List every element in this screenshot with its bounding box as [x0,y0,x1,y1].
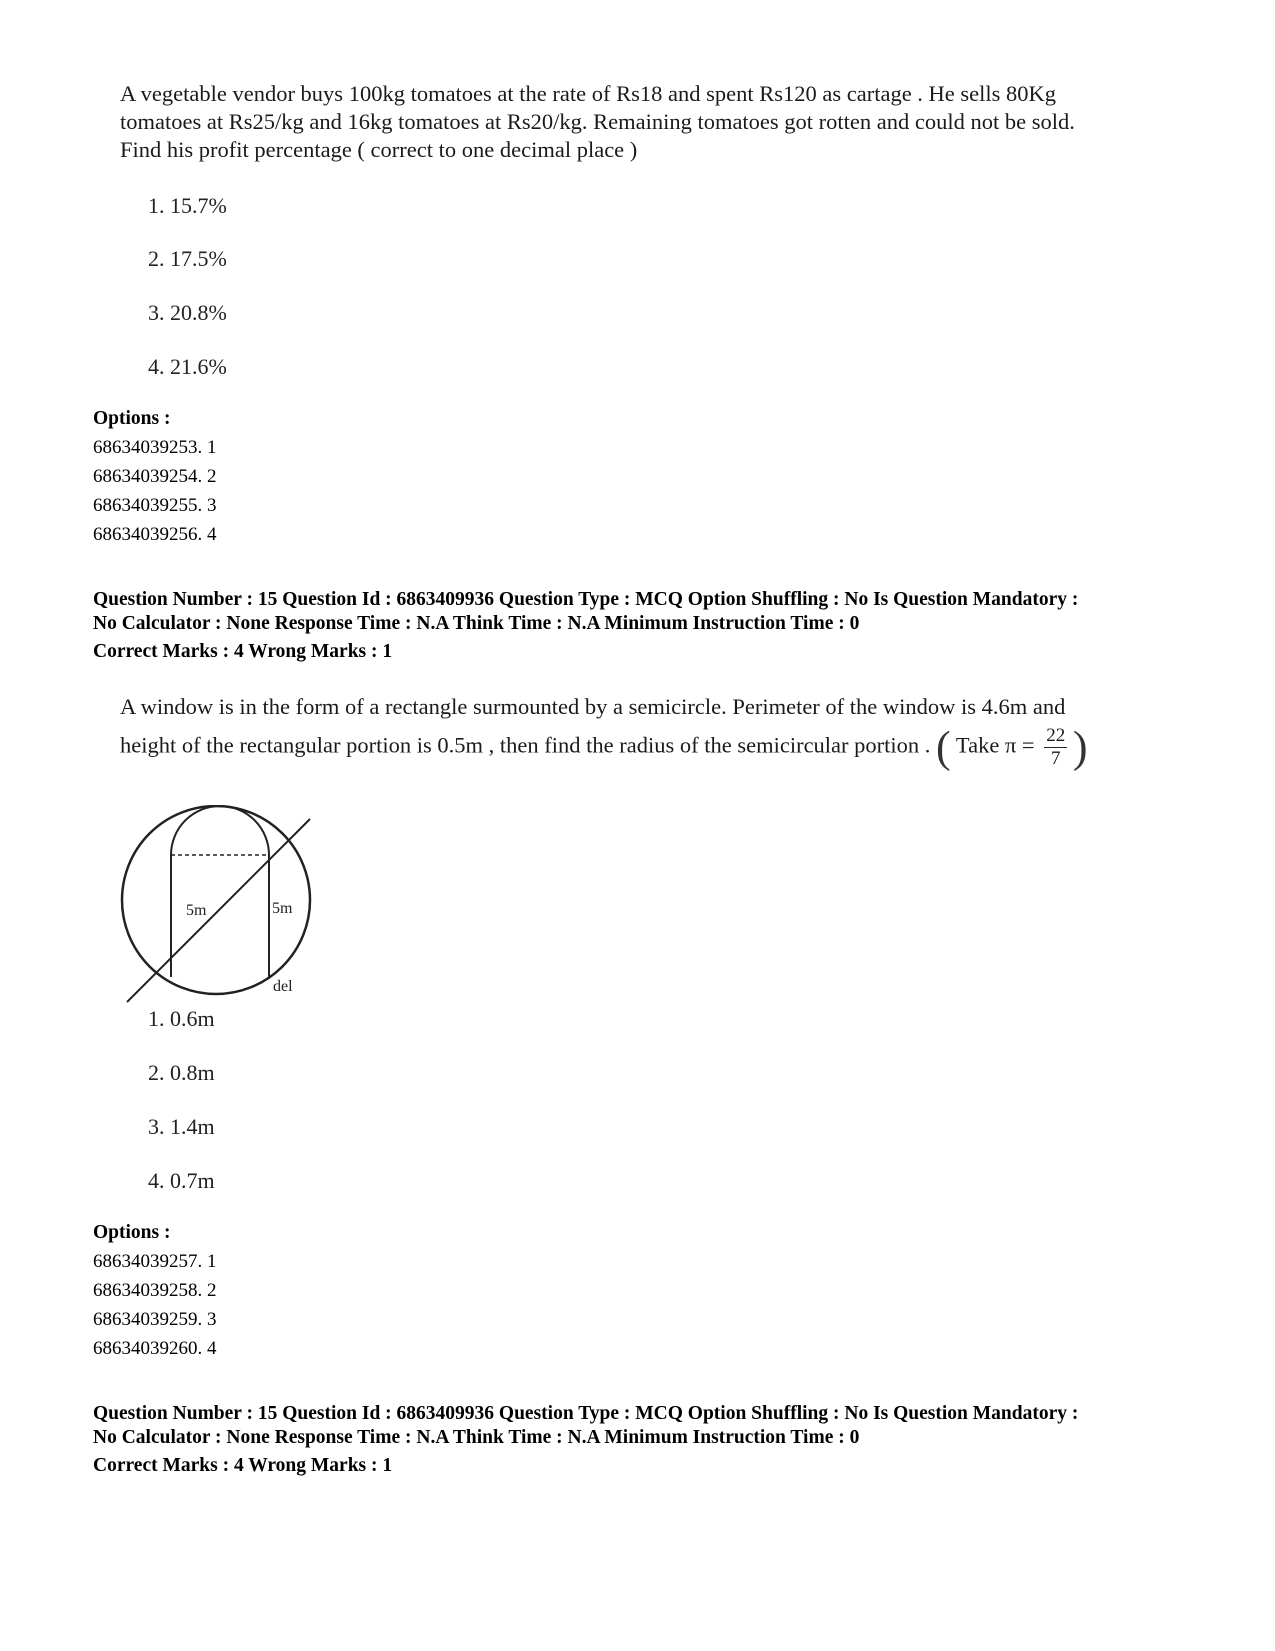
question-text-line: tomatoes at Rs25/kg and 16kg tomatoes at Rs20/kg. Remaining tomatoes got rotten and could not be sold. [120,109,1075,134]
question-15-meta [93,588,1213,664]
meta-line: Question Number : 15 Question Id : 6863409936 Question Type : MCQ Option Shuffling : No Is Question Mandatory : [93,589,1079,610]
answer-choice-3: 3. 20.8% [148,300,227,325]
option-id: 68634039256. 4 [93,524,217,545]
pi-numerator: 22 [1046,725,1066,746]
option-id: 68634039260. 4 [93,1338,217,1359]
question-text-line: height of the rectangular portion is 0.5m , then find the radius of the semicircular portion . [120,732,931,758]
answer-choice-4: 4. 21.6% [148,354,227,379]
question-text-line-with-formula [120,722,1200,772]
meta-line: No Calculator : None Response Time : N.A Think Time : N.A Minimum Instruction Time : 0 [93,1427,860,1448]
label-right-5m: 5m [272,900,293,917]
option-id: 68634039257. 1 [93,1251,217,1272]
question-14-text [120,80,1160,164]
take-pi-label: Take π = [955,732,1035,758]
label-left-5m: 5m [186,902,207,919]
options-label: Options : [93,408,171,429]
meta-line: Question Number : 15 Question Id : 6863409936 Question Type : MCQ Option Shuffling : No Is Question Mandatory : [93,1403,1079,1424]
answer-choice-1: 1. 15.7% [148,193,227,218]
marks-line: Correct Marks : 4 Wrong Marks : 1 [93,1455,393,1476]
question-15-text [120,693,1200,770]
pi-fraction [1044,725,1067,770]
option-id: 68634039254. 2 [93,466,217,487]
option-id: 68634039253. 1 [93,437,217,458]
window-diagram [120,805,330,1015]
question-text-line: Find his profit percentage ( correct to one decimal place ) [120,137,638,162]
answer-choice-2: 2. 17.5% [148,246,227,271]
question-text-line: A vegetable vendor buys 100kg tomatoes at the rate of Rs18 and spent Rs120 as cartage . He sells 80Kg [120,81,1057,106]
option-id: 68634039259. 3 [93,1309,217,1330]
options-label: Options : [93,1222,171,1243]
answer-choice-3: 3. 1.4m [148,1114,215,1139]
label-del: del [273,978,293,995]
question-text-line: A window is in the form of a rectangle surmounted by a semicircle. Perimeter of the window is 4.6m and [120,694,1066,719]
answer-choice-4: 4. 0.7m [148,1168,215,1193]
option-id: 68634039258. 2 [93,1280,217,1301]
question-16-meta [93,1402,1213,1478]
answer-choice-2: 2. 0.8m [148,1060,215,1085]
marks-line: Correct Marks : 4 Wrong Marks : 1 [93,641,393,662]
open-paren: ( [936,722,951,772]
meta-line: No Calculator : None Response Time : N.A Think Time : N.A Minimum Instruction Time : 0 [93,613,860,634]
pi-denominator: 7 [1051,748,1061,769]
answer-choice-1: 1. 0.6m [148,1006,215,1031]
option-id: 68634039255. 3 [93,495,217,516]
close-paren: ) [1072,722,1088,772]
